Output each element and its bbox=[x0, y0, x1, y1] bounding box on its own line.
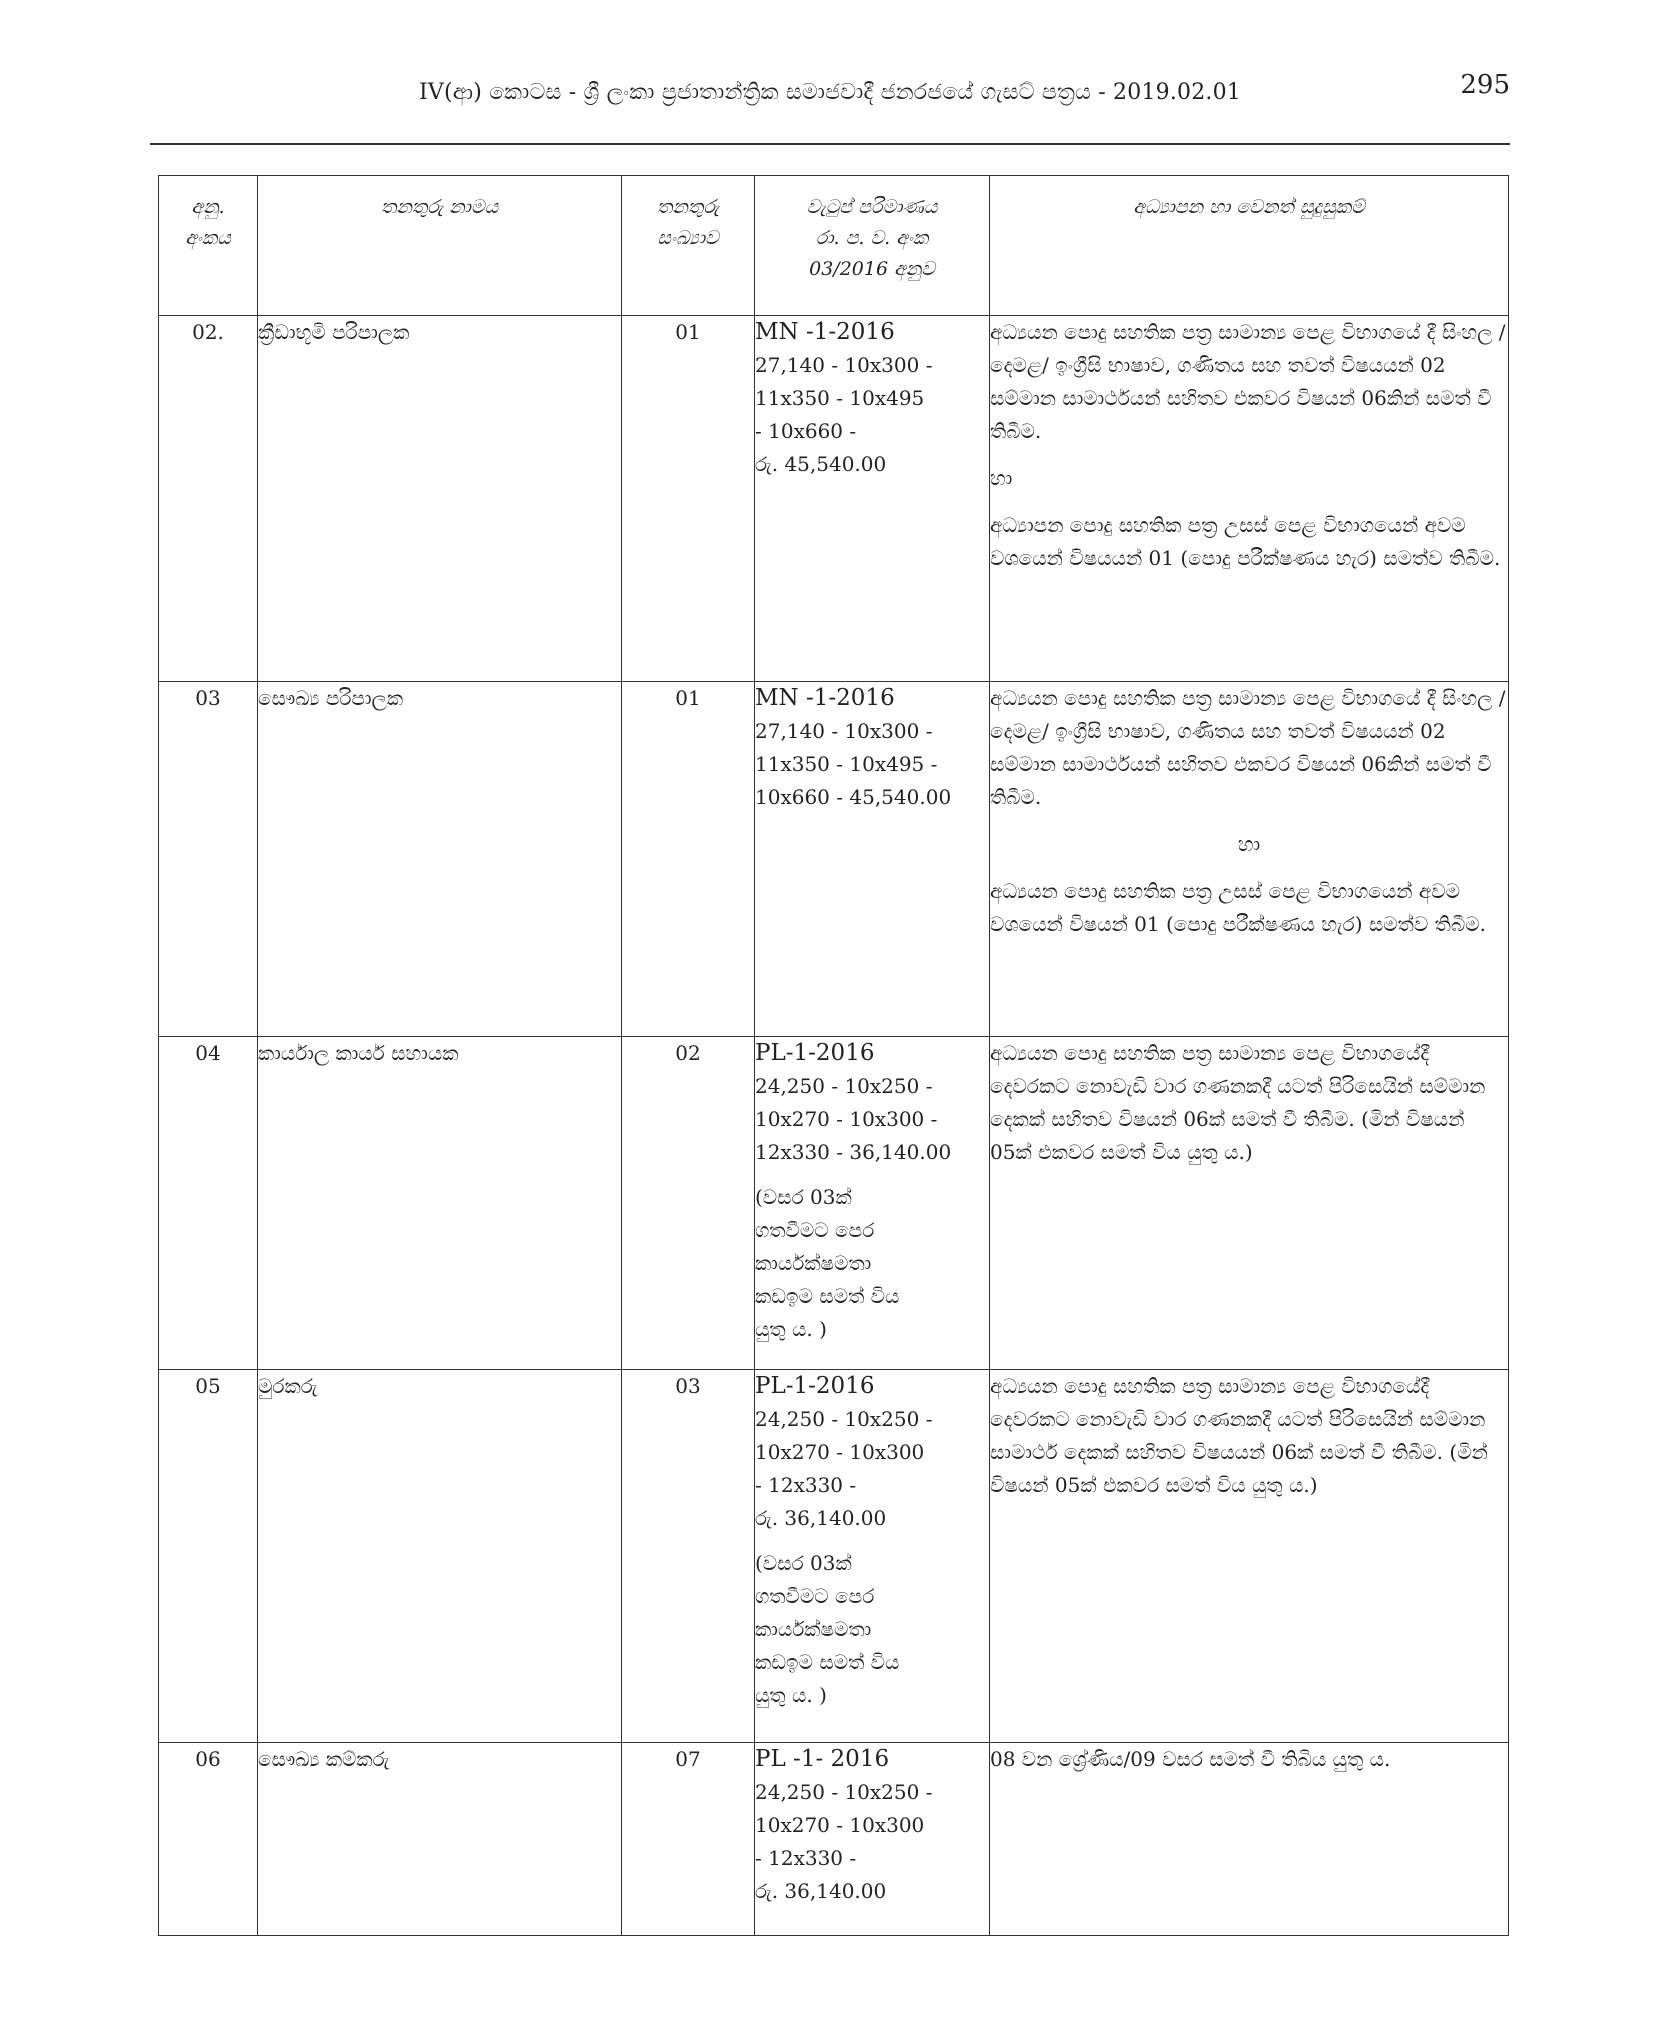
qualification-paragraph: අධ්‍යයන පොදු සහතික පත්‍ර සාමාන්‍ය පෙළ විභාගයේදී දෙවරකට නොවැඩි වාර ගණනකදී යටත් පිරිසෙයින් සම්මාන දෙකක් සහිතව විෂයන් 06ක් සමත් වී තිබීම. (මින් විෂයන් 05ක් එකවර සමත් විය යුතු ය.) bbox=[990, 1041, 1486, 1164]
salary-line: 24,250 - 10x250 - bbox=[755, 1407, 933, 1431]
row-salary bbox=[755, 1370, 990, 1743]
salary-code: MN -1-2016 bbox=[755, 319, 895, 345]
row-qualifications bbox=[990, 1370, 1509, 1743]
row-salary bbox=[755, 316, 990, 682]
row-post-name: සෞඛ්‍ය පරිපාලක bbox=[258, 682, 622, 1037]
row-qualifications bbox=[990, 1037, 1509, 1370]
qualification-conjunction: හා bbox=[1237, 832, 1261, 856]
salary-note: (වසර 03ක් ගතවීමට පෙර කාර්යක්ෂමතා කඩඉම සමත් විය යුතු ය. ) bbox=[755, 1185, 900, 1341]
qualification-conjunction: හා bbox=[990, 466, 1013, 490]
qualification-paragraph: 08 වන ශ්‍රේණිය/09 වසර සමත් වී තිබිය යුතු ය. bbox=[990, 1747, 1391, 1771]
qualification-paragraph: අධ්‍යයන පොදු සහතික පත්‍ර සාමාන්‍ය පෙළ විභාගයේ දී සිංහල /දෙමළ/ ඉංග්‍රීසි භාෂාව, ගණිතය සහ තවත් විෂයයන් 02 සම්මාන සාමාර්ථයන් සහිතව එකවර විෂයන් 06කින් සමත් වී තිබීම. bbox=[990, 686, 1506, 809]
salary-line: - 12x330 - bbox=[755, 1846, 857, 1870]
col-header-qualifications: අධ්‍යාපන හා වෙනත් සුදුසුකම් bbox=[990, 176, 1509, 316]
salary-line: 27,140 - 10x300 - bbox=[755, 353, 933, 377]
row-serial: 04 bbox=[159, 1037, 258, 1370]
page-number: 295 bbox=[1460, 70, 1510, 100]
salary-line: - 12x330 - bbox=[755, 1473, 857, 1497]
table-row bbox=[159, 682, 1509, 1037]
qualification-paragraph: අධ්‍යයන පොදු සහතික පත්‍ර සාමාන්‍ය පෙළ විභාගයේ දී සිංහල /දෙමළ/ ඉංග්‍රීසි භාෂාව, ගණිතය සහ තවත් විෂයයන් 02 සම්මාන සාමාර්ථයන් සහිතව එකවර විෂයන් 06කින් සමත් වී තිබීම. bbox=[990, 320, 1506, 443]
salary-line: 11x350 - 10x495 bbox=[755, 386, 925, 410]
col-header-post-count: තනතුරු සංඛ්‍යාව bbox=[622, 176, 755, 316]
salary-code: PL-1-2016 bbox=[755, 1040, 875, 1066]
salary-line: 10x270 - 10x300 - bbox=[755, 1107, 938, 1131]
salary-line: 27,140 - 10x300 - bbox=[755, 719, 933, 743]
col-header-post-name: තනතුරු නාමය bbox=[258, 176, 622, 316]
table-row bbox=[159, 1743, 1509, 1936]
table-row bbox=[159, 1037, 1509, 1370]
salary-line: - 10x660 - bbox=[755, 419, 857, 443]
row-serial: 03 bbox=[159, 682, 258, 1037]
salary-line: 10x270 - 10x300 bbox=[755, 1440, 925, 1464]
salary-code: PL-1-2016 bbox=[755, 1373, 875, 1399]
row-post-count: 03 bbox=[622, 1370, 755, 1743]
salary-line: 10x660 - 45,540.00 bbox=[755, 785, 952, 809]
row-post-name: සෞඛ්‍ය කම්කරු bbox=[258, 1743, 622, 1936]
salary-line: 24,250 - 10x250 - bbox=[755, 1780, 933, 1804]
salary-note: (වසර 03ක් ගතවීමට පෙර කාර්යක්ෂමතා කඩඉම සමත් විය යුතු ය. ) bbox=[755, 1551, 900, 1707]
posts-table bbox=[158, 175, 1509, 1936]
header-rule bbox=[150, 143, 1510, 145]
row-post-name: මුරකරු bbox=[258, 1370, 622, 1743]
row-qualifications bbox=[990, 316, 1509, 682]
qualification-paragraph: අධ්‍යයන පොදු සහතික පත්‍ර උසස් පෙළ විභාගයෙන් අවම වශයෙන් විෂයන් 01 (පොදු පරීක්ෂණය හැර) සමත්ව තිබීම. bbox=[990, 879, 1486, 936]
row-salary bbox=[755, 682, 990, 1037]
salary-code: MN -1-2016 bbox=[755, 685, 895, 711]
row-post-count: 01 bbox=[622, 316, 755, 682]
salary-line: රු. 36,140.00 bbox=[755, 1879, 887, 1903]
gazette-title: IV(ආ) කොටස - ශ්‍රී ලංකා ප්‍රජාතාන්ත්‍රික සමාජවාදී ජනරජයේ ගැසට් පත්‍රය - 2019.02.01 bbox=[418, 80, 1242, 105]
row-post-name: කාර්යාල කාර්ය සහායක bbox=[258, 1037, 622, 1370]
table-row bbox=[159, 316, 1509, 682]
row-post-count: 01 bbox=[622, 682, 755, 1037]
col-header-serial: අනු. අංකය bbox=[159, 176, 258, 316]
table-row bbox=[159, 1370, 1509, 1743]
row-serial: 06 bbox=[159, 1743, 258, 1936]
row-serial: 05 bbox=[159, 1370, 258, 1743]
row-salary bbox=[755, 1037, 990, 1370]
row-qualifications bbox=[990, 682, 1509, 1037]
row-post-count: 02 bbox=[622, 1037, 755, 1370]
salary-line: රු. 45,540.00 bbox=[755, 452, 887, 476]
row-post-name: ක්‍රීඩාභූමි පරිපාලක bbox=[258, 316, 622, 682]
row-salary bbox=[755, 1743, 990, 1936]
salary-code: PL -1- 2016 bbox=[755, 1746, 890, 1772]
salary-line: 11x350 - 10x495 - bbox=[755, 752, 938, 776]
salary-line: 12x330 - 36,140.00 bbox=[755, 1140, 952, 1164]
qualification-paragraph: අධ්‍යයන පොදු සහතික පත්‍ර සාමාන්‍ය පෙළ විභාගයේදී දෙවරකට නොවැඩි වාර ගණනකදී යටත් පිරිසෙයින් සම්මාන සාමාර්ථ දෙකක් සහිතව විෂයයන් 06ක් සමත් වී තිබීම. (මින් විෂයන් 05ක් එකවර සමත් විය යුතු ය.) bbox=[990, 1374, 1488, 1497]
col-header-salary-scale: වැටුප් පරිමාණය රා. ප. ව. අංක 03/2016 අනුව bbox=[755, 176, 990, 316]
row-qualifications bbox=[990, 1743, 1509, 1936]
row-post-count: 07 bbox=[622, 1743, 755, 1936]
salary-line: 24,250 - 10x250 - bbox=[755, 1074, 933, 1098]
salary-line: 10x270 - 10x300 bbox=[755, 1813, 925, 1837]
row-serial: 02. bbox=[159, 316, 258, 682]
table-header-row bbox=[159, 176, 1509, 316]
qualification-paragraph: අධ්‍යාපන පොදු සහතික පත්‍ර උසස් පෙළ විභාගයෙන් අවම වශයෙන් විෂයයන් 01 (පොදු පරීක්ෂණය හැර) සමත්ව තිබීම. bbox=[990, 513, 1501, 570]
salary-line: රු. 36,140.00 bbox=[755, 1506, 887, 1530]
page-header bbox=[150, 70, 1510, 120]
